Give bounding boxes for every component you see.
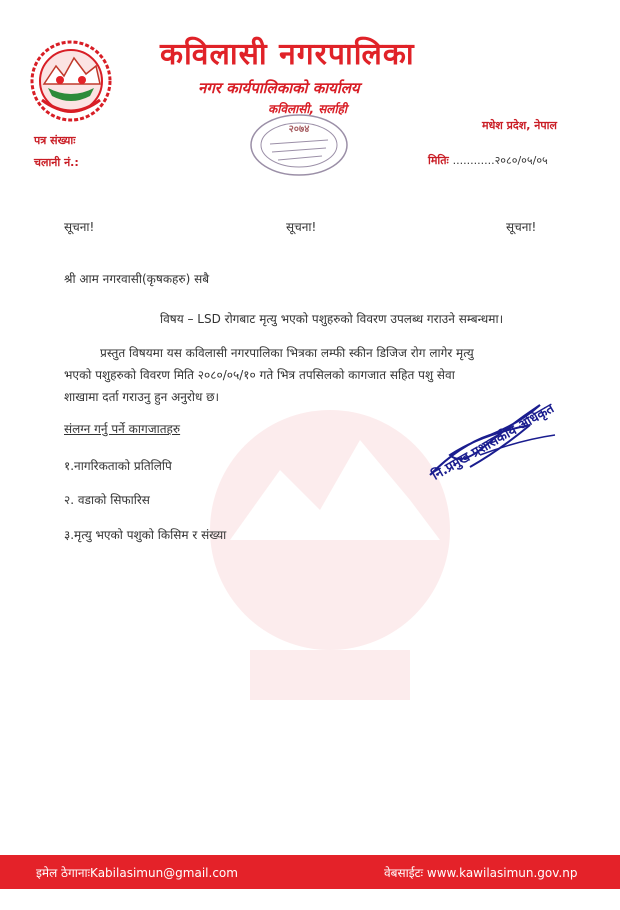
- letter-number-label: पत्र संख्याः: [34, 134, 76, 147]
- body-line-1: प्रस्तुत विषयमा यस कविलासी नगरपालिका भित्रका लम्फी स्कीन डिजिज रोग लागेर मृत्यु: [100, 346, 474, 360]
- attachment-item: २. वडाको सिफारिस: [64, 493, 150, 507]
- date-field: [428, 153, 548, 168]
- notice-label-right: सूचना!: [506, 220, 537, 234]
- addressee: श्री आम नगरवासी(कृषकहरु) सबै: [64, 272, 210, 286]
- date-value: ............२०८०/०५/०५: [452, 154, 548, 167]
- notice-label-left: सूचना!: [64, 220, 95, 234]
- office-location: कविलासी, सर्लाही: [268, 102, 348, 116]
- footer-website: वेबसाईटः www.kawilasimun.gov.np: [384, 866, 578, 880]
- footer-email: इमेल ठेगानाःKabilasimun@gmail.com: [36, 866, 238, 880]
- notice-label-center: सूचना!: [286, 220, 317, 234]
- signatory-title: नि.प्रमुख प्रशासकीय अधिकृत: [429, 401, 557, 484]
- province-label: मधेश प्रदेश, नेपाल: [482, 119, 557, 132]
- body-line-3: शाखामा दर्ता गराउनु हुन अनुरोध छ।: [64, 390, 220, 404]
- municipality-emblem-icon: [30, 40, 112, 122]
- subject-line: विषय – LSD रोगबाट मृत्यु भएको पशुहरुको विवरण उपलब्ध गराउने सम्बन्धमा।: [160, 312, 504, 326]
- stamp-year: २०७४: [288, 124, 310, 135]
- footer-bar: [0, 855, 620, 889]
- office-subtitle: नगर कार्यपालिकाको कार्यालय: [198, 79, 360, 97]
- municipality-title: कविलासी नगरपालिका: [160, 37, 415, 72]
- date-label: मितिः: [428, 154, 449, 167]
- attachments-heading: संलग्न गर्नु पर्ने कागजातहरु: [64, 422, 181, 436]
- body-line-2: भएको पशुहरुको विवरण मिति २०८०/०५/१० गते भित्र तपसिलको कागजात सहित पशु सेवा: [64, 368, 455, 382]
- dispatch-number-label: चलानी नं.:: [34, 156, 79, 169]
- attachment-item: १.नागरिकताको प्रतिलिपि: [64, 459, 172, 473]
- attachment-item: ३.मृत्यु भएको पशुको किसिम र संख्या: [64, 528, 227, 542]
- office-stamp-icon: [244, 110, 354, 180]
